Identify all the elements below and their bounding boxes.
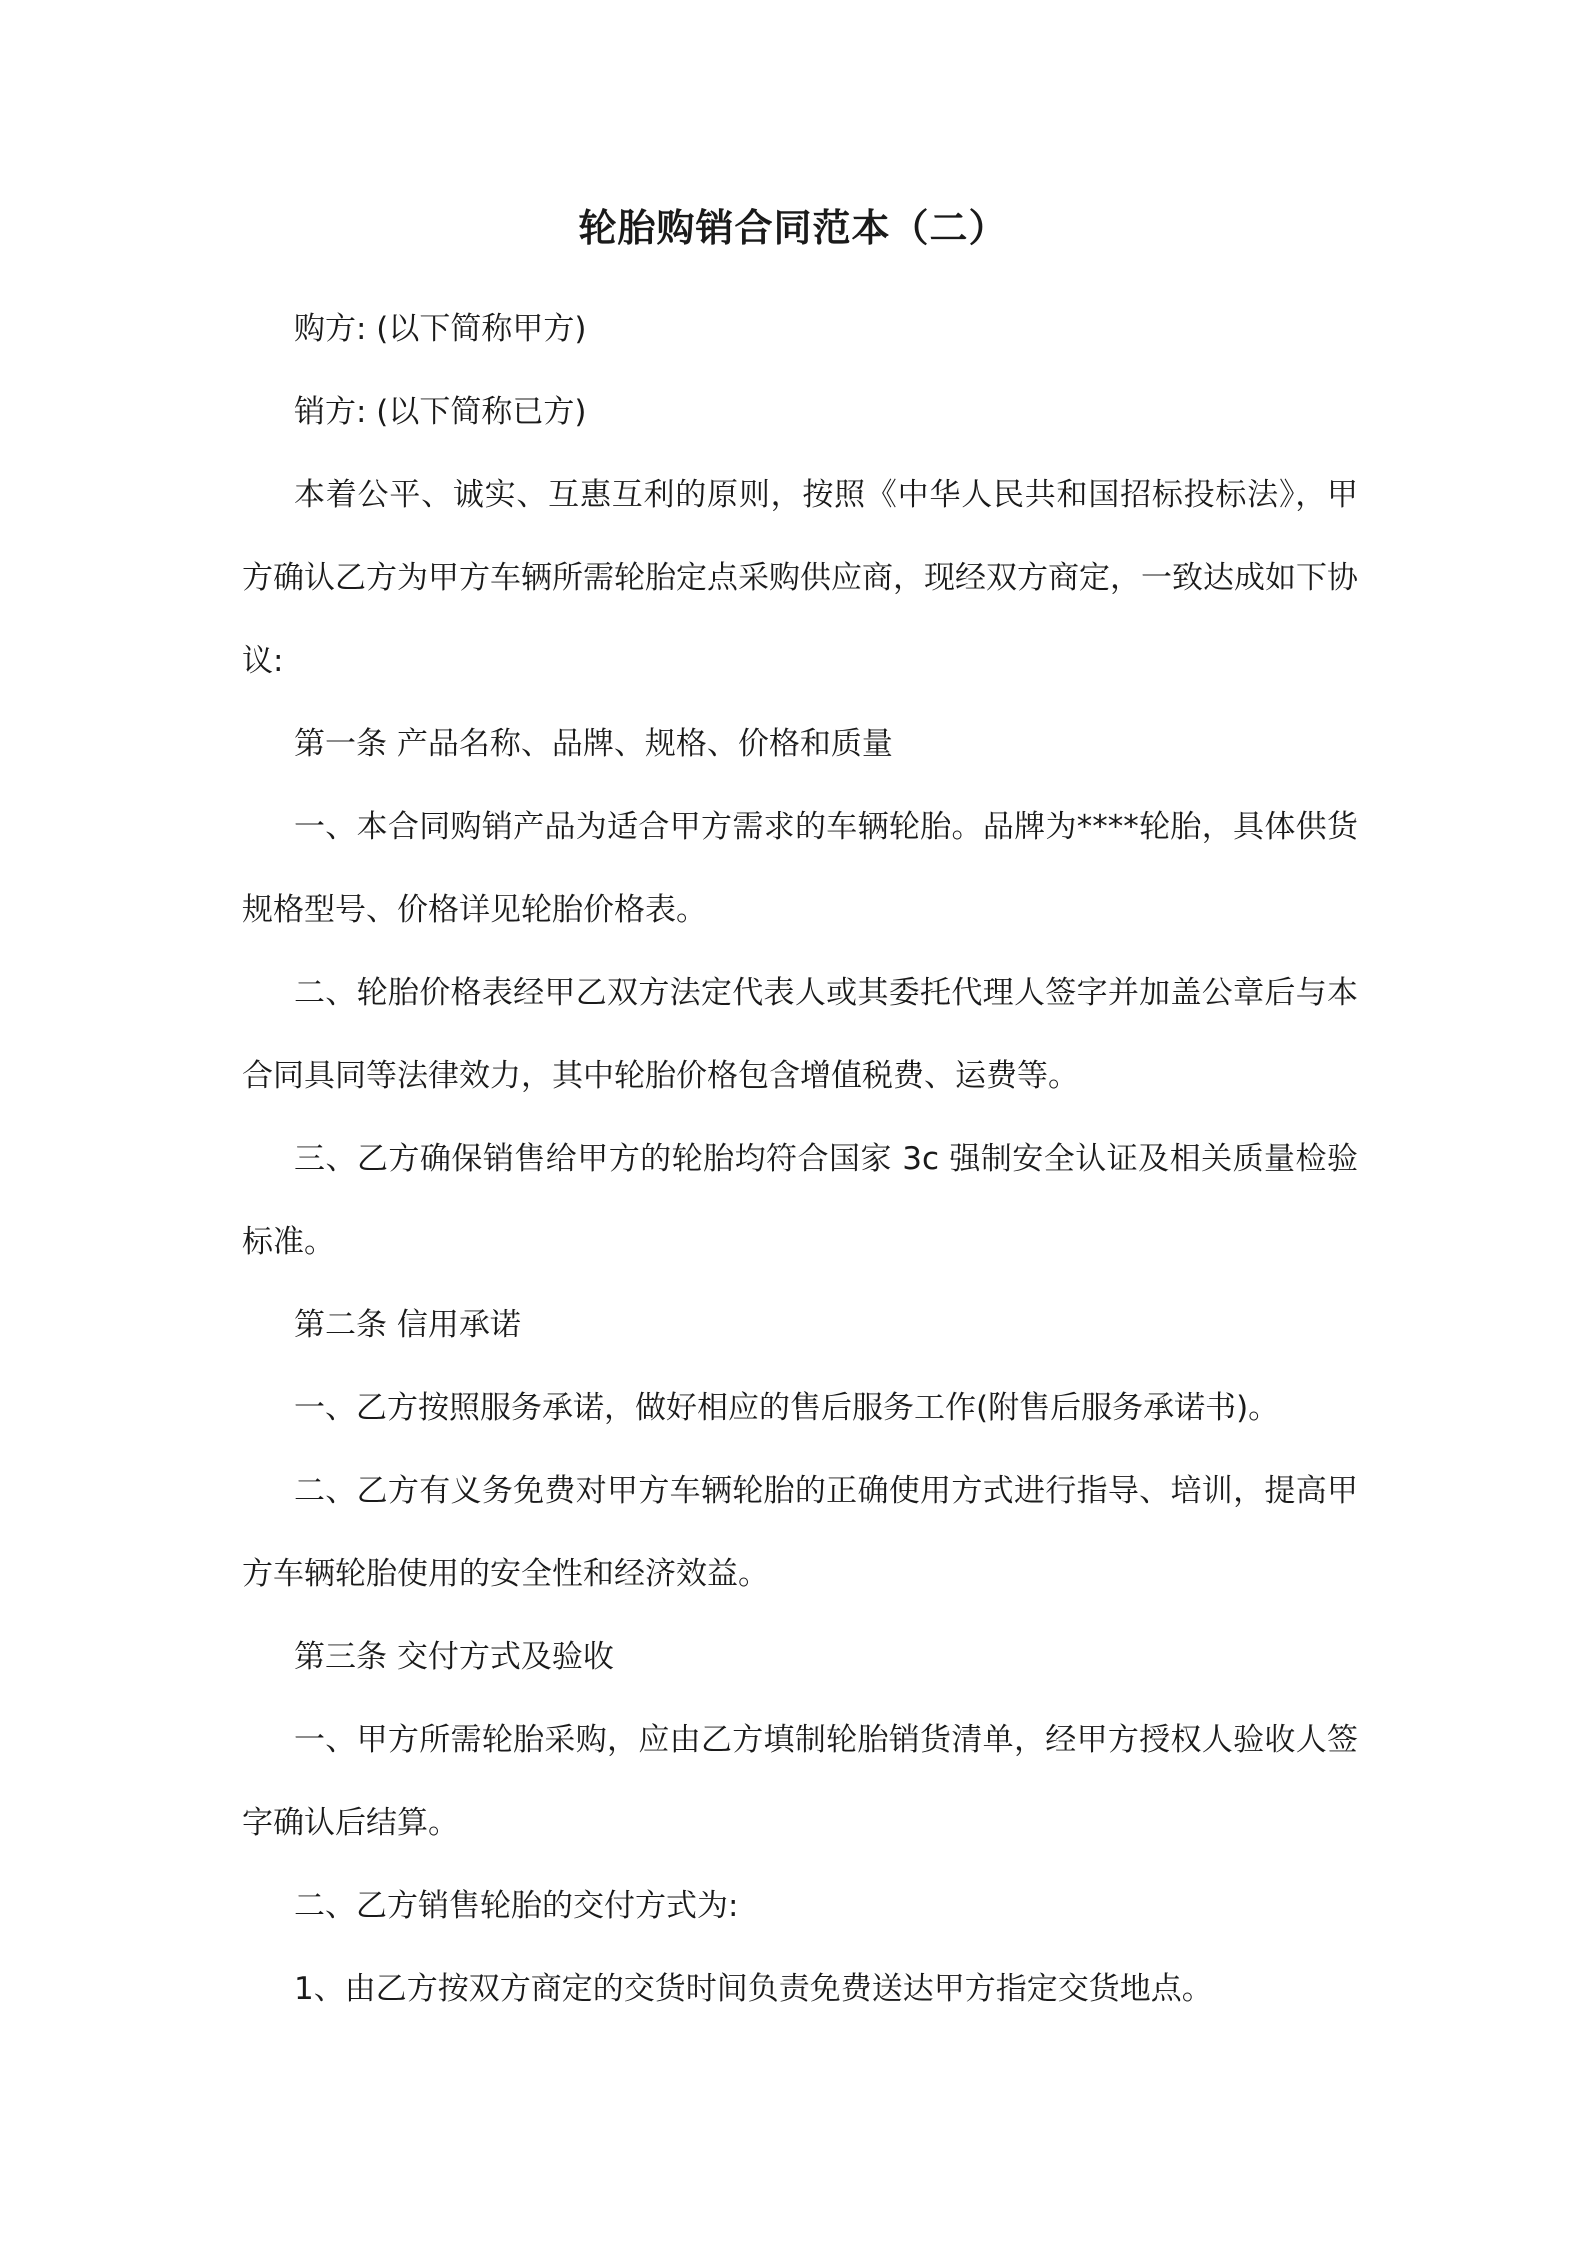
buyer-line: 购方: (以下简称甲方) [294,311,587,347]
article-3-item-1: 1、由乙方按双方商定的交货时间负责免费送达甲方指定交货地点。 [294,1971,1213,2007]
article-3-heading: 第三条 交付方式及验收 [294,1639,614,1675]
article-1-heading: 第一条 产品名称、品牌、规格、价格和质量 [294,726,893,762]
article-3-clause-2: 二、乙方销售轮胎的交付方式为: [294,1888,739,1924]
article-2-clause-1: 一、乙方按照服务承诺，做好相应的售后服务工作(附售后服务承诺书)。 [294,1390,1280,1426]
article-1-clause-3: 三、乙方确保销售给甲方的轮胎均符合国家 3c 强制安全认证及相关质量检验标准。 [242,1141,1358,1260]
preamble-paragraph: 本着公平、诚实、互惠互利的原则，按照《中华人民共和国招标投标法》，甲方确认乙方为甲方车辆所需轮胎定点采购供应商，现经双方商定，一致达成如下协议: [242,477,1358,679]
article-1-clause-2: 二、轮胎价格表经甲乙双方法定代表人或其委托代理人签字并加盖公章后与本合同具同等法律效力，其中轮胎价格包含增值税费、运费等。 [242,975,1358,1094]
article-2-clause-2: 二、乙方有义务免费对甲方车辆轮胎的正确使用方式进行指导、培训，提高甲方车辆轮胎使用的安全性和经济效益。 [242,1473,1358,1592]
article-3-clause-1: 一、甲方所需轮胎采购，应由乙方填制轮胎销货清单，经甲方授权人验收人签字确认后结算。 [242,1722,1358,1841]
document-title: 轮胎购销合同范本（二） [578,206,1008,250]
article-2-heading: 第二条 信用承诺 [294,1307,521,1343]
document-body [242,288,1358,2031]
seller-line: 销方: (以下简称已方) [294,394,587,430]
article-1-clause-1: 一、本合同购销产品为适合甲方需求的车辆轮胎。品牌为****轮胎，具体供货规格型号、价格详见轮胎价格表。 [242,809,1358,928]
